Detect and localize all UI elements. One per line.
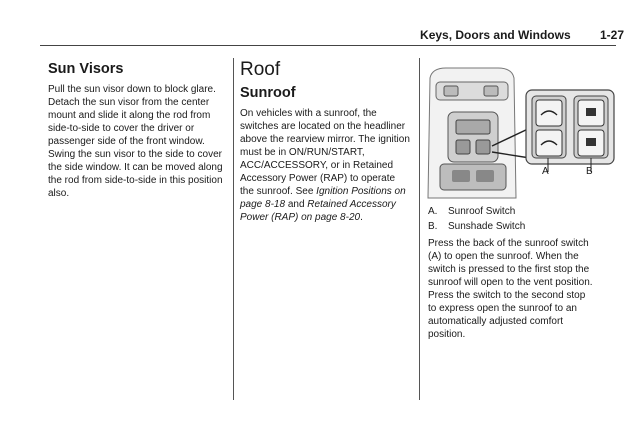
caption-b-text: Sunshade Switch xyxy=(448,221,526,232)
sun-visors-section xyxy=(48,61,230,200)
running-header xyxy=(420,28,624,42)
header-rule xyxy=(40,45,616,46)
sunroof-switch-figure xyxy=(426,60,616,200)
sun-visors-heading: Sun Visors xyxy=(48,61,124,77)
roof-section xyxy=(240,59,410,224)
figure-label-b: B xyxy=(586,166,593,177)
sunroof-text-main: On vehicles with a sunroof, the switches are located on the headliner above the rearview mirror. The ignition must be in ON/RUN/START, ACC/ACCESSORY, or in Retained Accessory Power (RAP) to operate the sunroof. See xyxy=(240,108,410,197)
overhead-console-illustration xyxy=(426,60,616,200)
caption-b-key: B. xyxy=(428,221,438,232)
sunroof-heading: Sunroof xyxy=(240,85,296,101)
and-text: and xyxy=(285,199,308,210)
page-number: 1-27 xyxy=(599,28,624,42)
sunroof-text xyxy=(240,107,410,224)
caption-b xyxy=(428,220,525,233)
section-title: Keys, Doors and Windows xyxy=(420,28,571,42)
roof-heading: Roof xyxy=(240,59,281,80)
figure-label-a: A xyxy=(542,166,549,177)
rap-link[interactable]: Retained Accessory Power (RAP) on page 8-20 xyxy=(240,199,396,223)
caption-a xyxy=(428,205,515,218)
sentence-end: . xyxy=(360,212,363,223)
column-divider-2 xyxy=(419,58,420,400)
sun-visors-text: Pull the sun visor down to block glare. Detach the sun visor from the center mount and slide it along the rod from side-to-side to cover the driver or passenger side of the front window. Swing the sun visor to the side to cover the side window. It can be moved along the rod from side-to-side in this position also. xyxy=(48,84,223,199)
caption-a-key: A. xyxy=(428,206,438,217)
sunroof-instructions xyxy=(428,237,596,341)
sunroof-instructions-text: Press the back of the sunroof switch (A) to open the sunroof. When the switch is pressed to the first stop the sunroof will open to the vent position. Press the switch to the second stop to express open the sunroof to an automatically adjusted comfort position. xyxy=(428,238,593,340)
ignition-positions-link[interactable]: Ignition Positions on page 8-18 xyxy=(240,186,406,210)
caption-a-text: Sunroof Switch xyxy=(448,206,516,217)
column-divider xyxy=(233,58,234,400)
